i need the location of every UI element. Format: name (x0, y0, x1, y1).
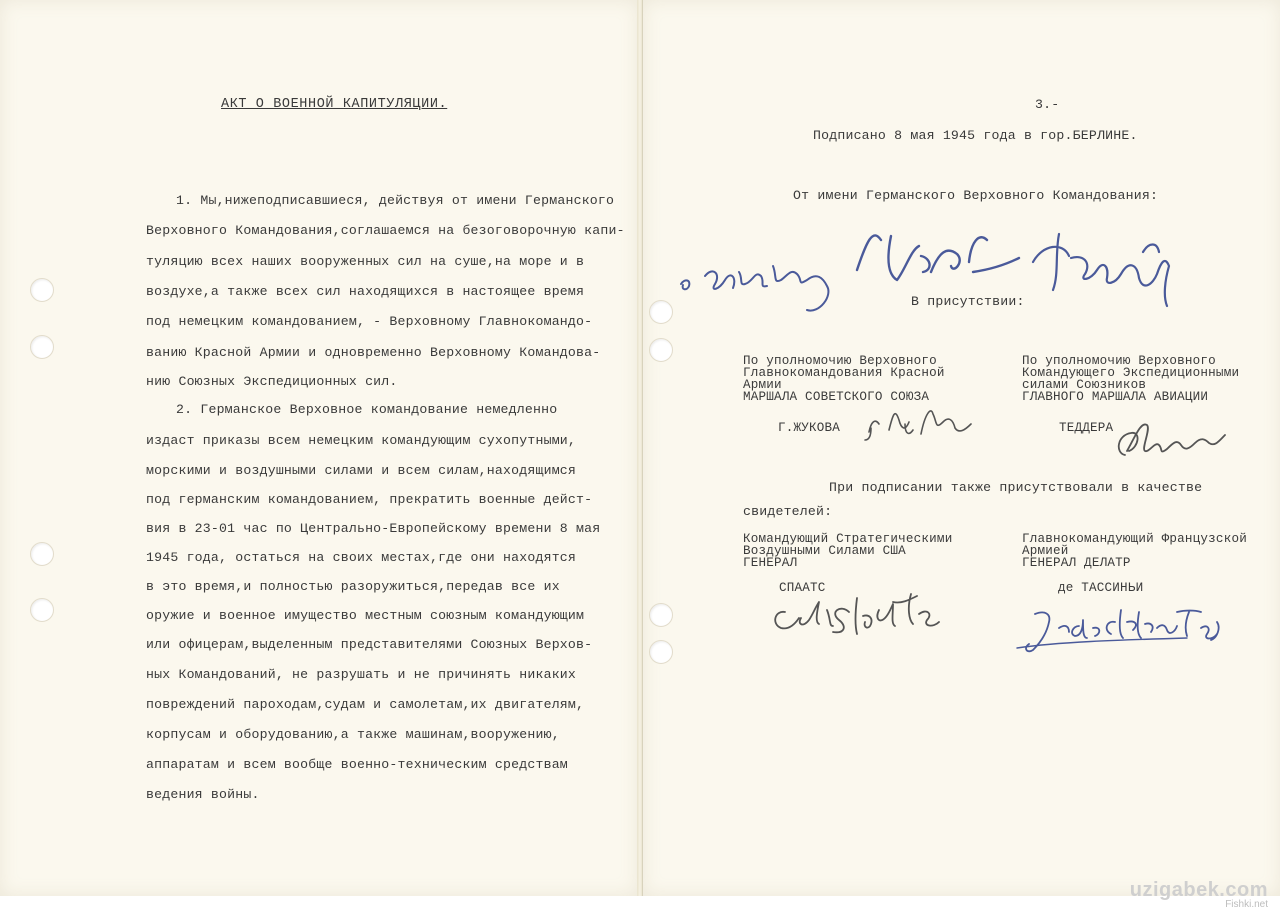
zhukov-signature-icon (861, 400, 981, 448)
act-line: ведения войны. (146, 787, 260, 802)
act-line: ных Командований, не разрушать и не причинять никаких (146, 667, 577, 682)
signed-date-line: Подписано 8 мая 1945 года в гор.БЕРЛИНЕ. (813, 128, 1138, 143)
spaatz-authority-block: Командующий Стратегическими Воздушными Силами США ГЕНЕРАЛ (743, 532, 953, 570)
act-line: туляцию всех наших вооруженных сил на суше,на море и в (146, 254, 585, 269)
punch-hole (30, 542, 54, 566)
watermark-site: uzigabek.com (1129, 879, 1268, 901)
punch-hole (30, 598, 54, 622)
spaatz-name: СПААТС (779, 581, 826, 595)
act-line: нию Союзных Экспедиционных сил. (146, 374, 398, 389)
act-title: АКТ О ВОЕННОЙ КАПИТУЛЯЦИИ. (221, 97, 448, 112)
zhukov-name: Г.ЖУКОВА (778, 421, 841, 435)
act-line: 1. Мы,нижеподписавшиеся, действуя от имени Германского (176, 193, 615, 208)
delattre-authority-block: Главнокомандующий Французской Армией ГЕНЕРАЛ ДЕЛАТР (1022, 532, 1247, 570)
act-line: повреждений пароходам,судам и самолетам,их двигателям, (146, 697, 585, 712)
punch-hole (649, 338, 673, 362)
act-line: под германским командованием, прекратить военные дейст- (146, 492, 593, 507)
punch-hole (30, 335, 54, 359)
spaatz-signature-icon (767, 590, 947, 640)
page-number: 3.- (1035, 97, 1060, 112)
german-command-line: От имени Германского Верховного Командования: (793, 188, 1159, 203)
act-line: оружие и военное имущество местным союзным командующим (146, 608, 585, 623)
punch-hole (649, 300, 673, 324)
witness-line: При подписании также присутствовали в качестве (829, 480, 1203, 495)
watermark (1130, 879, 1268, 910)
watermark-source: Fishki.net (1225, 899, 1268, 910)
punch-hole (649, 603, 673, 627)
act-line: под немецким командованием, - Верховному Главнокомандо- (146, 314, 593, 329)
punch-hole (649, 640, 673, 664)
presence-line: В присутствии: (911, 294, 1025, 309)
act-line: в это время,и полностью разоружиться,передав все их (146, 579, 560, 594)
act-line: аппаратам и всем вообще военно-техническим средствам (146, 757, 568, 772)
tedder-name: ТЕДДЕРА (1059, 421, 1114, 435)
de-lattre-signature-icon (1013, 598, 1233, 658)
act-line: издаст приказы всем немецким командующим сухопутными, (146, 433, 577, 448)
tedder-signature-icon (1111, 415, 1231, 465)
act-line: Верховного Командования,соглашаемся на безоговорочную капи- (146, 223, 625, 238)
zhukov-authority-block: По уполномочию Верховного Главнокомандования Красной Армии МАРШАЛА СОВЕТСКОГО СОЮЗА (743, 354, 945, 404)
document-page-right (642, 0, 1280, 896)
punch-hole (30, 278, 54, 302)
witness-line: свидетелей: (743, 504, 833, 519)
act-line: корпусам и оборудованию,а также машинам,вооружению, (146, 727, 560, 742)
act-line: ванию Красной Армии и одновременно Верховному Командова- (146, 345, 601, 360)
act-line: 1945 года, остаться на своих местах,где они находятся (146, 550, 577, 565)
act-line: вия в 23-01 час по Центрально-Европейскому времени 8 мая (146, 521, 601, 536)
delattre-name: де ТАССИНЬИ (1058, 581, 1144, 595)
act-line: 2. Германское Верховное командование немедленно (176, 402, 558, 417)
tedder-authority-block: По уполномочию Верховного Командующего Экспедиционными силами Союзников ГЛАВНОГО МАРШАЛА АВИАЦИИ (1022, 354, 1240, 404)
document-page-left (0, 0, 639, 896)
act-line: или офицерам,выделенным представителями Союзных Верхов- (146, 637, 593, 652)
act-line: воздухе,а также всех сил находящихся в настоящее время (146, 284, 585, 299)
act-line: морскими и воздушными силами и всем силам,находящимся (146, 463, 577, 478)
